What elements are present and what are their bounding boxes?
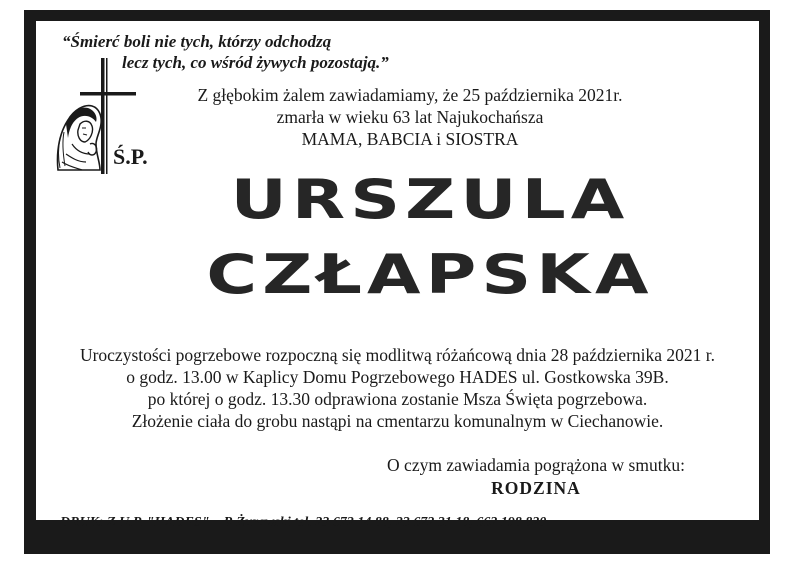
announcement-line-1: Z głębokim żalem zawiadamiamy, że 25 października 2021r. — [197, 85, 623, 105]
deceased-last-name: CZŁAPSKA — [206, 243, 654, 306]
funeral-line-2: o godz. 13.00 w Kaplicy Domu Pogrzebowego HADES ul. Gostkowska 39B. — [126, 367, 669, 387]
sp-abbreviation: Ś.P. — [113, 144, 148, 169]
announcement-text — [140, 84, 680, 150]
funeral-line-4: Złożenie ciała do grobu nastąpi na cmentarzu komunalnym w Ciechanowie. — [131, 411, 664, 431]
printer-footer — [60, 515, 760, 531]
funeral-details — [40, 344, 755, 432]
funeral-line-3: po której o godz. 13.30 odprawiona zostanie Msza Święta pogrzebowa. — [147, 389, 648, 409]
printer-name: DRUK: Z.U.P. "HADES" — [60, 515, 210, 530]
printer-contact: R.Żurawski tel. 23 672 14 88, 23 672 31 18, 662 198 820 — [223, 515, 547, 530]
family-signature: RODZINA — [491, 478, 581, 498]
deceased-first-name: URSZULA — [230, 168, 630, 231]
announcement-line-3: MAMA, BABCIA i SIOSTRA — [301, 129, 519, 149]
closing-line: O czym zawiadamia pogrążona w smutku: — [387, 455, 685, 475]
quote-line-1: “Śmierć boli nie tych, którzy odchodzą — [62, 32, 332, 51]
quote-line-2: lecz tych, co wśród żywych pozostają.” — [122, 53, 389, 72]
funeral-line-1: Uroczystości pogrzebowe rozpoczną się modlitwą różańcową dnia 28 października 2021 r. — [79, 345, 716, 365]
announcement-line-2: zmarła w wieku 63 lat Najukochańsza — [276, 107, 544, 127]
